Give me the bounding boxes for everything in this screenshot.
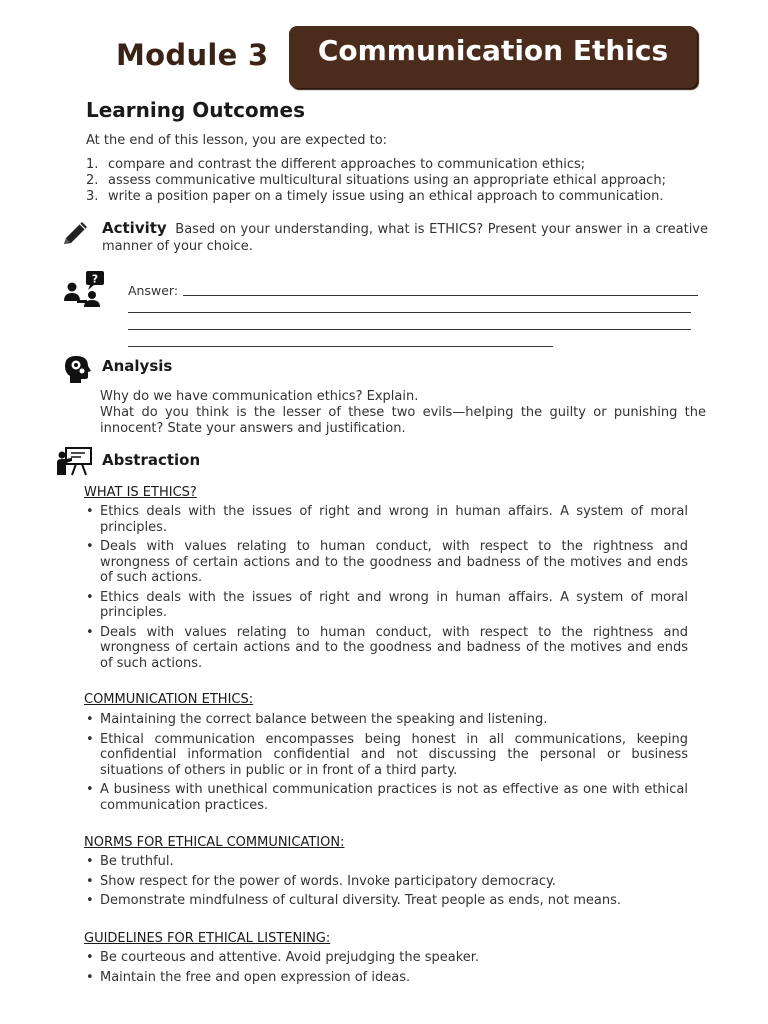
section-title-guidelines: GUIDELINES FOR ETHICAL LISTENING: <box>84 931 331 946</box>
analysis-question-1: Why do we have communication ethics? Explain. <box>100 389 419 404</box>
answer-area[interactable] <box>128 282 700 350</box>
section-title-what-is-ethics: WHAT IS ETHICS? <box>84 485 197 500</box>
list-item: 2. assess communicative multicultural situations using an appropriate ethical approach; <box>86 173 666 188</box>
activity-text: Based on your understanding, what is ETHICS? Present your answer in a creative manner of your choice. <box>102 222 708 254</box>
teacher-board-icon <box>56 446 92 480</box>
list-item: • Deals with values relating to human conduct, with respect to the rightness and wrongness of certain actions and to the goodness and badness of the motives and ends of such actions. <box>84 539 688 586</box>
answer-label: Answer: <box>128 283 179 298</box>
module-label: Module 3 <box>116 38 269 72</box>
discussion-icon <box>62 270 106 312</box>
page-title: Communication Ethics <box>317 34 669 67</box>
communication-ethics-list <box>84 712 688 817</box>
activity-block <box>102 220 708 255</box>
title-banner <box>289 26 697 88</box>
list-item: • Be truthful. <box>84 854 688 870</box>
guidelines-list <box>84 950 688 989</box>
what-is-ethics-list <box>84 504 688 675</box>
list-item: • Ethical communication encompasses being honest in all communications, keeping confidential information confidential and not discussing the personal or business situations of others in public or in front of a third party. <box>84 732 688 779</box>
list-item: • Show respect for the power of words. Invoke participatory democracy. <box>84 874 688 890</box>
analysis-question-2: What do you think is the lesser of these two evils—helping the guilty or punishing the innocent? State your answers and justification. <box>100 405 706 436</box>
head-gears-icon <box>64 354 92 388</box>
section-title-communication-ethics: COMMUNICATION ETHICS: <box>84 692 254 707</box>
list-item: 1. compare and contrast the different approaches to communication ethics; <box>86 157 586 172</box>
list-item: • Be courteous and attentive. Avoid prejudging the speaker. <box>84 950 688 966</box>
list-item: • A business with unethical communication practices is not as effective as one with ethical communication practices. <box>84 782 688 813</box>
svg-text:?: ? <box>91 272 99 286</box>
list-item: • Ethics deals with the issues of right and wrong in human affairs. A system of moral principles. <box>84 590 688 621</box>
analysis-heading: Analysis <box>102 357 173 375</box>
learning-outcomes-intro: At the end of this lesson, you are expected to: <box>86 133 388 148</box>
list-item: • Maintain the free and open expression of ideas. <box>84 970 688 986</box>
list-item: • Maintaining the correct balance between the speaking and listening. <box>84 712 688 728</box>
list-item: • Demonstrate mindfulness of cultural diversity. Treat people as ends, not means. <box>84 893 688 909</box>
norms-list <box>84 854 688 913</box>
section-title-norms: NORMS FOR ETHICAL COMMUNICATION: <box>84 835 345 850</box>
list-item: • Ethics deals with the issues of right and wrong in human affairs. A system of moral principles. <box>84 504 688 535</box>
abstraction-heading: Abstraction <box>102 451 201 469</box>
list-item: 3. write a position paper on a timely issue using an ethical approach to communication. <box>86 189 664 204</box>
pencil-icon <box>60 220 92 252</box>
learning-outcomes-list <box>86 157 666 205</box>
list-item: • Deals with values relating to human conduct, with respect to the rightness and wrongness of certain actions and to the goodness and badness of the motives and ends of such actions. <box>84 625 688 672</box>
learning-outcomes-heading: Learning Outcomes <box>86 98 305 122</box>
activity-label: Activity <box>102 219 167 237</box>
